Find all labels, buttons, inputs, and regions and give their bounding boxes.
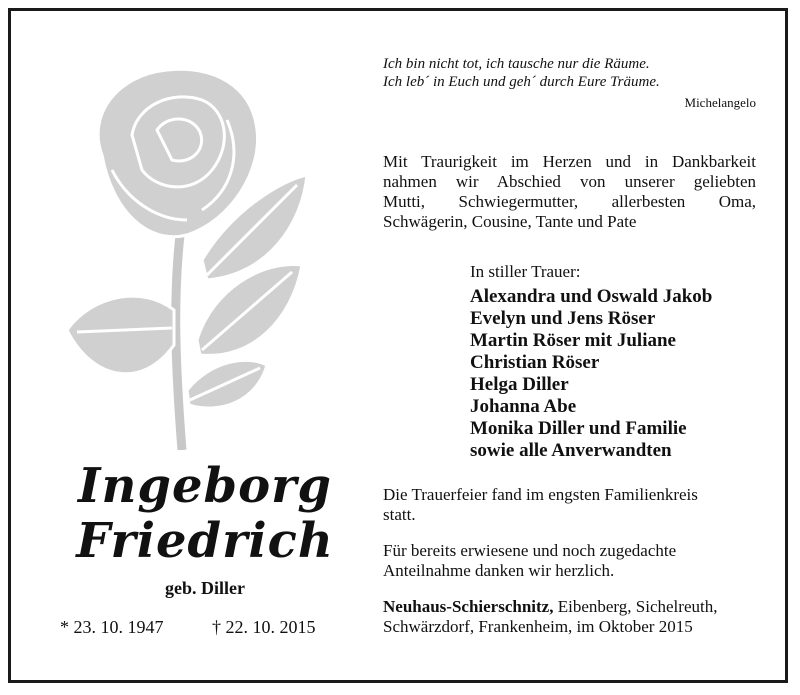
intro-line: Schwägerin, Cousine, Tante und Pate bbox=[383, 212, 637, 231]
mourner-name: Alexandra und Oswald Jakob bbox=[470, 286, 713, 307]
deceased-first-name: Ingeborg bbox=[78, 458, 332, 514]
mourner-name: Helga Diller bbox=[470, 374, 569, 395]
location-primary: Neuhaus-Schierschnitz, bbox=[383, 597, 554, 616]
thanks-line: Anteilnahme danken wir herzlich. bbox=[383, 561, 615, 580]
death-date: † 22. 10. 2015 bbox=[212, 617, 316, 637]
location-line bbox=[383, 597, 756, 617]
mourning-label: In stiller Trauer: bbox=[470, 262, 581, 281]
mourner-name: Johanna Abe bbox=[470, 396, 577, 417]
quote-line: Ich bin nicht tot, ich tausche nur die Räume. bbox=[383, 56, 650, 72]
rose-icon bbox=[62, 60, 322, 450]
service-notice bbox=[383, 485, 756, 525]
location-secondary: Eibenberg, Sichelreuth, bbox=[553, 597, 718, 616]
quote bbox=[383, 55, 756, 91]
mourner-name: Evelyn und Jens Röser bbox=[470, 308, 656, 329]
location-date bbox=[383, 597, 756, 637]
mourner-name: Christian Röser bbox=[470, 352, 600, 373]
intro-line: Mutti, Schwiegermutter, allerbesten Oma, bbox=[383, 192, 756, 211]
service-line: Die Trauerfeier fand im engsten Familienkreis bbox=[383, 485, 698, 504]
quote-line: Ich leb´ in Euch und geh´ durch Eure Träume. bbox=[383, 74, 660, 90]
thanks-notice bbox=[383, 541, 756, 581]
mourner-name: Monika Diller und Familie bbox=[470, 418, 687, 439]
quote-author: Michelangelo bbox=[684, 95, 756, 110]
deceased-last-name: Friedrich bbox=[76, 513, 334, 569]
mourner-list bbox=[470, 286, 712, 462]
birth-date: * 23. 10. 1947 bbox=[60, 617, 164, 637]
intro-line: Mit Traurigkeit im Herzen und in Dankbarkeit bbox=[383, 152, 756, 171]
location-line: Schwärzdorf, Frankenheim, im Oktober 2015 bbox=[383, 617, 693, 636]
birth-name: geb. Diller bbox=[165, 578, 245, 598]
intro-line: nahmen wir Abschied von unserer geliebten bbox=[383, 172, 756, 191]
service-line: statt. bbox=[383, 505, 416, 524]
thanks-line: Für bereits erwiesene und noch zugedachte bbox=[383, 541, 677, 560]
mourner-name: Martin Röser mit Juliane bbox=[470, 330, 676, 351]
mourner-name: sowie alle Anverwandten bbox=[470, 440, 672, 461]
intro-text bbox=[383, 152, 756, 232]
